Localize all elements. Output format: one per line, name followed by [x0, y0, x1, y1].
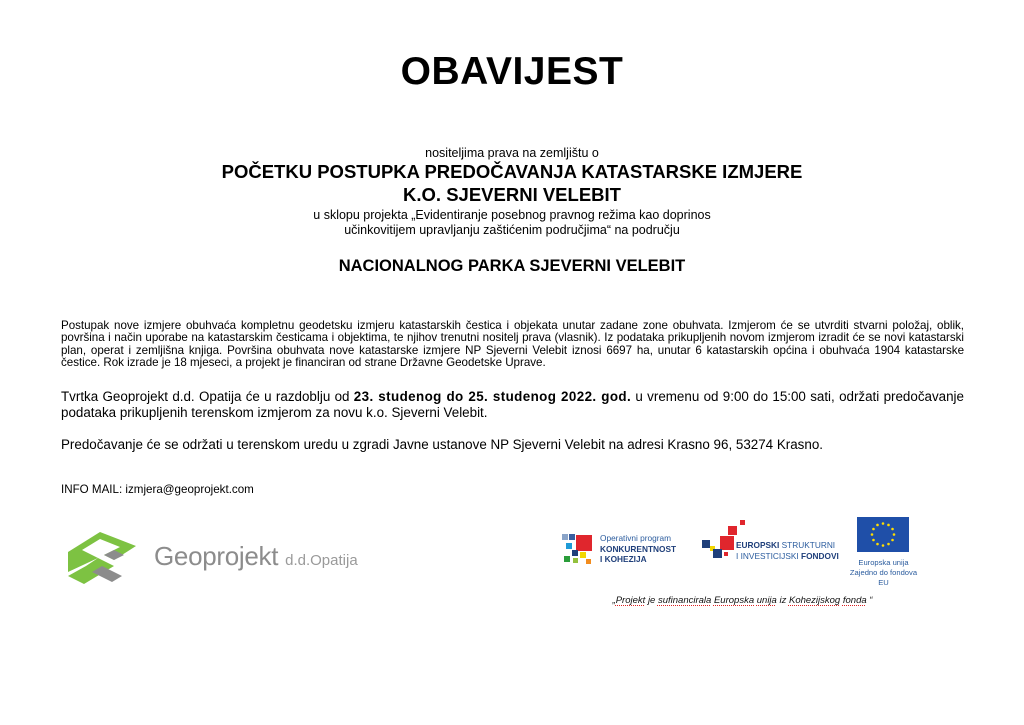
subtitle-recipients: nositeljima prava na zemljištu o — [425, 146, 599, 160]
eu-flag-icon — [857, 517, 909, 552]
eu-line-1: Europska unija — [858, 558, 909, 567]
eu-star — [893, 533, 896, 536]
esi-line-1-rest: STRUKTURNI — [779, 540, 836, 550]
document-title: OBAVIJEST — [400, 50, 624, 93]
geoprojekt-logo-icon — [64, 528, 140, 588]
esi-line-1 — [736, 540, 839, 551]
paragraph-survey-description: Postupak nove izmjere obuhvaća kompletnu geodetsku izmjeru katastarskih čestica i objekata unutar zadane zone obuhvata. Izmjerom će se utvrditi stvarni položaj, oblik, površina i način uporabe na katastarskim česticama i objektima, te njihov trenutni nositelj prava (vlasnik). Iz podataka prikupljenih novom izmjerom izradit će se novi katastarski plan, operat i zemljišna knjiga. Površina obuhvata nove katastarske izmjere NP Sjeverni Velebit iznosi 6697 ha, unutar 6 katastarskih općina i obuhvaća 1904 katastarske čestice. Rok izrade je 18 mjeseci, a projekt je financiran od strane Državne Geodetske Uprave. — [61, 319, 964, 370]
quote-word: fonda — [842, 595, 867, 606]
heading-national-park: NACIONALNOG PARKA SJEVERNI VELEBIT — [338, 257, 686, 275]
eu-star — [882, 544, 885, 547]
schedule-dates: 23. studenog do 25. studenog 2022. god. — [353, 389, 632, 404]
info-mail: INFO MAIL: izmjera@geoprojekt.com — [61, 483, 254, 496]
eu-star — [876, 543, 879, 546]
esi-line-2 — [736, 551, 839, 562]
heading-procedure: POČETKU POSTUPKA PREDOČAVANJA KATASTARSKE IZMJERE — [221, 161, 803, 182]
eu-star — [876, 524, 879, 527]
geoprojekt-name: Geoprojekt — [154, 541, 279, 571]
esi-line-2-bold: FONDOVI — [801, 550, 839, 561]
eu-star — [882, 522, 885, 525]
eu-text — [846, 558, 921, 588]
quote-word: iz — [779, 595, 787, 606]
eu-star — [891, 528, 894, 531]
geoprojekt-suffix: d.d.Opatija — [285, 552, 358, 569]
op-line-1: Operativni program — [600, 533, 672, 543]
subtitle-project — [0, 208, 1024, 238]
eu-star — [872, 528, 875, 531]
op-line-2: KONKURENTNOST — [600, 543, 677, 554]
quote-word: Kohezijskog — [788, 595, 841, 606]
esi-line-2-rest: I INVESTICIJSKI — [736, 550, 802, 561]
quote-word: je — [647, 595, 656, 606]
eu-star — [891, 539, 894, 542]
quote-word: sufinancirala — [657, 595, 712, 606]
schedule-text-before: Tvrtka Geoprojekt d.d. Opatija će u razdoblju od — [61, 389, 354, 404]
paragraph-location: Predočavanje će se održati u terenskom uredu u zgradi Javne ustanove NP Sjeverni Velebit na adresi Krasno 96, 53274 Krasno. — [61, 437, 823, 452]
eu-star — [871, 533, 874, 536]
esi-fondovi-text — [736, 540, 839, 561]
geoprojekt-logo-text — [154, 541, 358, 572]
quote-word: unija — [756, 595, 777, 606]
subtitle-project-line-2: učinkovitijem upravljanju zaštićenim područjima“ na području — [344, 223, 680, 237]
eu-star — [887, 524, 890, 527]
quote-close: “ — [866, 595, 873, 606]
funding-quote — [560, 595, 925, 606]
op-line-3: I KOHEZIJA — [600, 554, 647, 564]
quote-words — [616, 595, 867, 606]
esi-line-1-bold: EUROPSKI — [736, 540, 780, 550]
schedule-text-after: u vremenu od 9:00 do 15:00 sati, održati predočavanje podataka prikupljenih terenskom izmjerom za novu k.o. Sjeverni Velebit. — [61, 389, 964, 420]
quote-word: Europska — [713, 595, 755, 606]
eu-star — [872, 539, 875, 542]
paragraph-schedule — [61, 389, 964, 421]
quote-word: Projekt — [615, 595, 646, 606]
quote-open: „ — [612, 595, 616, 606]
operativni-program-text — [600, 533, 676, 565]
eu-star — [887, 543, 890, 546]
heading-cadastral-municipality: K.O. SJEVERNI VELEBIT — [403, 184, 621, 205]
subtitle-project-line-1: u sklopu projekta „Evidentiranje posebnog pravnog režima kao doprinos — [313, 208, 711, 222]
operativni-program-logo-icon — [560, 532, 596, 568]
eu-line-2: Zajedno do fondova EU — [849, 568, 918, 587]
